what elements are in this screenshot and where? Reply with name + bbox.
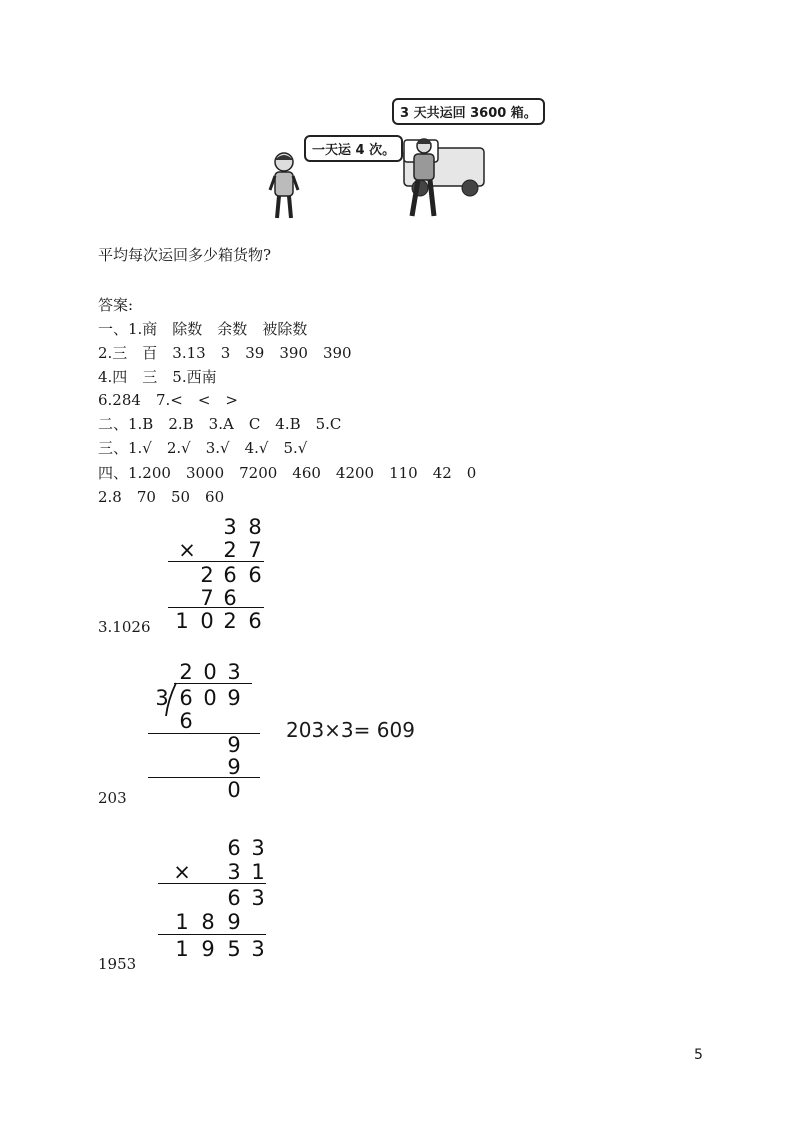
answer-line: 2.三 百 3.13 3 39 390 390 <box>98 344 352 362</box>
boy-figure <box>262 150 306 222</box>
digit: 9 <box>227 910 241 934</box>
digit: 1 <box>175 609 189 633</box>
digit: 6 <box>227 886 241 910</box>
digit: 9 <box>227 755 241 779</box>
answer-label-203: 203 <box>98 789 127 807</box>
speech-bubble-right: 3 天共运回 3600 箱。 <box>392 98 545 125</box>
digit: 0 <box>203 686 217 710</box>
digit: 1 <box>175 937 189 961</box>
speech-bubble-left: 一天运 4 次。 <box>304 135 403 162</box>
digit: 5 <box>227 937 241 961</box>
answer-line: 一、1.商 除数 余数 被除数 <box>98 320 308 338</box>
answer-line: 4.四 三 5.西南 <box>98 368 217 386</box>
digit: 3 <box>251 836 265 860</box>
rule-line <box>168 607 264 608</box>
divisor: 3 <box>155 686 169 710</box>
digit: 0 <box>203 660 217 684</box>
digit: 6 <box>227 836 241 860</box>
rule-line <box>168 561 264 562</box>
digit: 6 <box>223 586 237 610</box>
answer-label-1953: 1953 <box>98 955 137 973</box>
rule-line <box>158 883 266 884</box>
digit: 9 <box>227 733 241 757</box>
digit: 1 <box>251 860 265 884</box>
digit: 6 <box>179 709 193 733</box>
truck-and-man <box>390 122 490 222</box>
digit: 3 <box>251 886 265 910</box>
answers-heading: 答案: <box>98 296 134 314</box>
digit: 3 <box>223 515 237 539</box>
digit: 3 <box>251 937 265 961</box>
digit: 8 <box>201 910 215 934</box>
answer-line: 6.284 7.< < > <box>98 391 238 409</box>
digit: 6 <box>179 686 193 710</box>
rule-line <box>174 683 252 684</box>
digit: 3 <box>227 860 241 884</box>
digit: 0 <box>227 778 241 802</box>
rule-line <box>158 934 266 935</box>
answer-line: 2.8 70 50 60 <box>98 488 225 506</box>
answer-line: 四、1.200 3000 7200 460 4200 110 42 0 <box>98 464 477 482</box>
digit: 3 <box>227 660 241 684</box>
digit: 9 <box>227 686 241 710</box>
digit: 2 <box>179 660 193 684</box>
digit: 7 <box>200 586 214 610</box>
digit: 6 <box>248 609 262 633</box>
answer-label-3: 3.1026 <box>98 618 151 636</box>
division-check: 203×3= 609 <box>286 718 415 742</box>
times-sign: × <box>178 538 196 562</box>
digit: 2 <box>200 563 214 587</box>
digit: 0 <box>200 609 214 633</box>
answer-line: 三、1.√ 2.√ 3.√ 4.√ 5.√ <box>98 439 308 457</box>
digit: 2 <box>223 538 237 562</box>
digit: 1 <box>175 910 189 934</box>
times-sign: × <box>173 860 191 884</box>
digit: 8 <box>248 515 262 539</box>
digit: 7 <box>248 538 262 562</box>
page-number: 5 <box>694 1047 703 1063</box>
digit: 2 <box>223 609 237 633</box>
question-text: 平均每次运回多少箱货物? <box>98 246 272 264</box>
digit: 6 <box>223 563 237 587</box>
answer-line: 二、1.B 2.B 3.A C 4.B 5.C <box>98 415 342 433</box>
digit: 6 <box>248 563 262 587</box>
digit: 9 <box>201 937 215 961</box>
